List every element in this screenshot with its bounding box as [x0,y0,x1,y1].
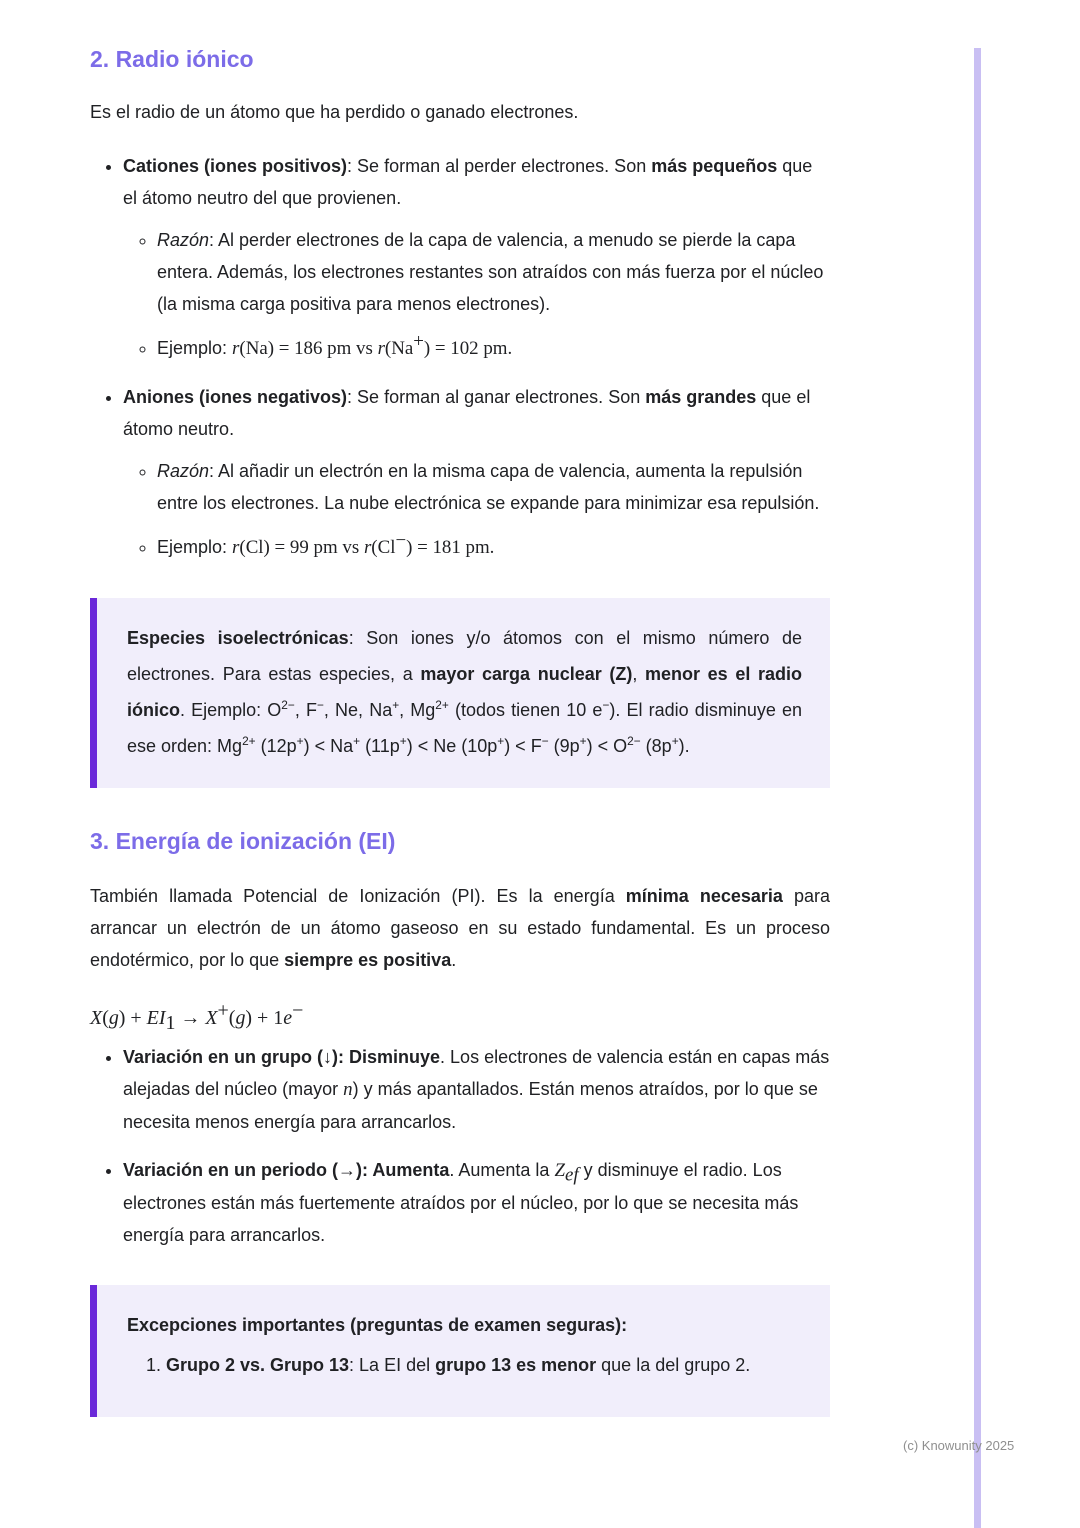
exceptions-item-1-text: 1. Grupo 2 vs. Grupo 13: La EI del grupo 13 es menor que la del grupo 2. [166,1355,751,1375]
ionization-formula: $X(g) + EI_1 \to X^+(g) + 1e^-$ [90,999,304,1034]
section-3-intro: También llamada Potencial de Ionización (PI). Es la energía mínima necesaria para arrancar un electrón de un átomo gaseoso en su estado fundamental. Es un proceso endotérmico, por lo que siempre es positiva. [90,886,830,970]
ionization-variation-list [90,1041,830,1251]
section-3-heading: 3. Energía de ionización (EI) [90,828,396,854]
period-variation-item [123,1154,830,1251]
exceptions-item-1 [166,1347,802,1383]
cations-reason-item [157,224,830,320]
cations-reason-text: ◦ Razón: Al perder electrones de la capa de valencia, a menudo se pierde la capa entera. Además, los electrones restantes son atraídos con más fuerza por el núcleo (la misma carga positiva para menos electrones). [157,230,824,314]
cations-example-text: ◦ Ejemplo: r(Na) = 186 pm vs r(Na+) = 102 pm. [157,331,513,359]
notes-content [90,0,830,1447]
section-2-heading: 2. Radio iónico [90,46,254,72]
anions-reason-text: ◦ Razón: Al añadir un electrón en la misma capa de valencia, aumenta la repulsión entre los electrones. La nube electrónica se expande para minimizar esa repulsión. [157,461,820,513]
cations-lead-text: • Cationes (iones positivos): Se forman al perder electrones. Son más pequeños que el átomo neutro del que provienen. [123,156,813,208]
group-variation-item [123,1041,830,1138]
section-2-intro: Es el radio de un átomo que ha perdido o ganado electrones. [90,102,579,122]
anions-example-item [157,531,830,564]
cations-example-item [157,332,830,365]
isoelectronic-text: Especies isoelectrónicas: Son iones y/o átomos con el mismo número de electrones. Para estas especies, a mayor carga nuclear (Z), menor es el radio iónico. Ejemplo: $O^{2-}$, F−, Ne, Na+, $Mg^{2+}$ (todos tienen 10 e−). El radio disminuye en ese orden: $Mg^{2+}$ (12p+) < Na+ (11p+) < Ne (10p+) < F− $(9p^+) < O^{2-}$ (8p+). [127,628,802,756]
anions-reason-item [157,455,830,519]
page-edge-stripe [974,48,981,1528]
cations-sublist [123,224,830,365]
anions-sublist [123,455,830,564]
exceptions-title: Excepciones importantes (preguntas de examen seguras): [127,1315,628,1335]
isoelectronic-callout [90,598,830,788]
anions-list-item [123,381,830,564]
period-variation-text: • Variación en un periodo (→): Aumenta. Aumenta la $Z_{ef}$ y disminuye el radio. Los electrones están más fuertemente atraídos por el núcleo, por lo que se necesita más energía para arrancarlos. [123,1160,799,1245]
watermark: (c) Knowunity 2025 [903,1438,1015,1453]
exceptions-list [127,1347,802,1383]
anions-example-text: ◦ Ejemplo: r(Cl) = 99 pm vs r(Cl−) = 181 pm. [157,530,495,558]
exceptions-callout [90,1285,830,1417]
anions-lead-text: • Aniones (iones negativos): Se forman al ganar electrones. Son más grandes que el átomo neutro. [123,387,811,439]
cations-list-item [123,150,830,365]
ionic-radius-list [90,150,830,564]
group-variation-text: • Variación en un grupo (↓): Disminuye. Los electrones de valencia están en capas más alejadas del núcleo (mayor n) y más apantallados. Están menos atraídos, por lo que se necesita menos energía para arrancarlos. [123,1047,830,1132]
